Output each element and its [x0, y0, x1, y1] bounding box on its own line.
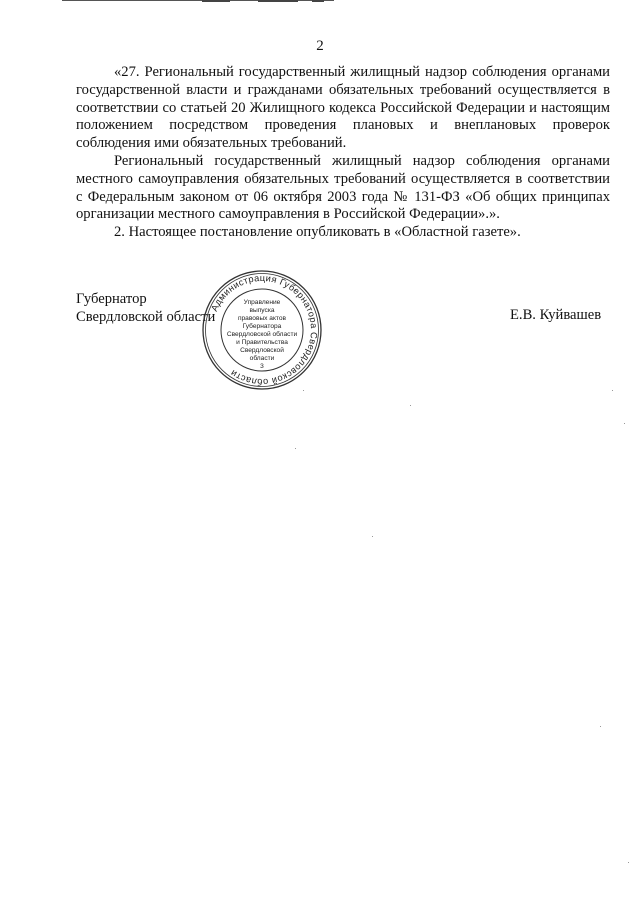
stamp-outer-text: Администрация Губернатора Свердловской области	[209, 272, 320, 388]
scan-speck	[295, 448, 296, 449]
top-scan-line	[62, 0, 334, 5]
stamp-line: Свердловской	[240, 347, 284, 354]
stamp-line: правовых актов	[237, 315, 287, 322]
stamp-line: Губернатора	[242, 323, 282, 330]
scan-speck	[624, 423, 625, 424]
scan-speck	[372, 536, 373, 537]
signatory-region: Свердловской области	[76, 309, 216, 325]
scan-speck	[600, 726, 601, 727]
stamp-line: и Правительства	[236, 339, 288, 346]
signatory-title: Губернатор	[76, 291, 147, 307]
stamp-line: области	[249, 355, 275, 362]
signatory-position	[76, 290, 215, 326]
paragraph-publication: 2. Настоящее постановление опубликовать в «Областной газете».	[114, 224, 521, 241]
stamp-number: 3	[260, 363, 264, 370]
official-stamp	[200, 268, 324, 392]
signatory-name: Е.В. Куйвашев	[510, 307, 602, 323]
scan-speck	[612, 390, 613, 391]
paragraph-item-27: «27. Региональный государственный жилищный надзор соблюдения органами государственной власти и гражданами обязательных требований осуществляется в соответствии со статьей 20 Жилищного кодекса Российской Федерации и настоящим положением посредством проведения плановых и внеплановых проверок соблюдения ими обязательных требований.	[76, 64, 610, 152]
scan-speck	[628, 862, 629, 863]
scan-speck	[410, 405, 411, 406]
paragraph-local-government: Региональный государственный жилищный надзор соблюдения органами местного самоуправления обязательных требований осуществляется в соответствии с Федеральным законом от 06 октября 2003 года № 131-ФЗ «Об общих принципах организации местного самоуправления в Российской Федерации».».	[76, 152, 610, 223]
document-body	[76, 64, 610, 242]
scan-speck	[303, 390, 304, 391]
stamp-line: Свердловской области	[226, 331, 298, 338]
stamp-line: выпуска	[249, 307, 275, 314]
stamp-line: Управление	[243, 299, 281, 306]
page-number: 2	[316, 38, 324, 54]
